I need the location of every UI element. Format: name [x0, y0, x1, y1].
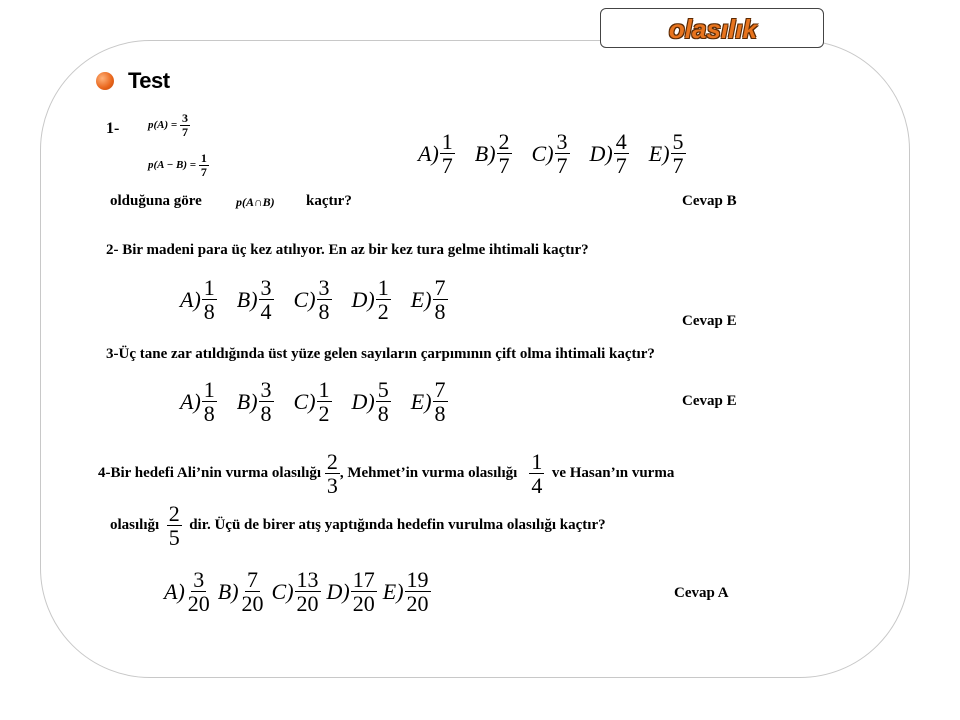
q1-text-before: olduğuna göre	[110, 193, 202, 209]
q1-given-1	[148, 112, 190, 138]
option-fraction	[317, 378, 332, 425]
option-label: C)	[293, 388, 316, 414]
q1-given-2	[148, 152, 209, 178]
option-label: C)	[271, 578, 294, 604]
q4-part-3: ve Hasan’ın vurma	[551, 465, 675, 482]
fraction-numerator: 19	[406, 567, 429, 592]
fraction-denominator: 20	[406, 591, 429, 617]
option-fraction	[351, 568, 377, 615]
fraction-numerator: 7	[247, 567, 259, 592]
fraction-numerator: 13	[296, 567, 319, 592]
fraction-denominator: 7	[200, 164, 207, 179]
option-label: E)	[410, 388, 432, 414]
q4-fraction-3	[167, 502, 182, 549]
option-label: D)	[351, 286, 375, 312]
q1-expression: p(A∩B)	[236, 195, 275, 209]
option-label: A)	[180, 286, 201, 312]
q4-answer: Cevap A	[674, 585, 729, 601]
answer-option	[237, 276, 274, 323]
option-fraction	[376, 276, 391, 323]
answer-option	[383, 568, 431, 615]
fraction-numerator: 3	[193, 567, 205, 592]
fraction-denominator: 8	[434, 401, 446, 427]
fraction-denominator: 8	[318, 299, 330, 325]
fraction-denominator: 7	[615, 153, 627, 179]
fraction-numerator: 1	[200, 151, 207, 165]
answer-option	[237, 378, 274, 425]
fraction-numerator: 1	[377, 275, 389, 300]
option-fraction	[186, 568, 212, 615]
option-label: E)	[648, 140, 670, 166]
option-label: A)	[164, 578, 185, 604]
fraction-denominator: 7	[556, 153, 568, 179]
fraction-denominator: 3	[326, 473, 338, 499]
fraction-numerator: 3	[260, 275, 272, 300]
option-label: E)	[410, 286, 432, 312]
option-label: C)	[531, 140, 554, 166]
answer-option	[418, 130, 455, 177]
option-fraction	[614, 130, 629, 177]
option-label: B)	[474, 140, 496, 166]
fraction-denominator: 8	[260, 401, 272, 427]
answer-option	[532, 130, 570, 177]
option-fraction	[405, 568, 431, 615]
fraction-denominator: 7	[441, 153, 453, 179]
fraction-denominator: 2	[318, 401, 330, 427]
bullet-icon	[96, 72, 114, 90]
fraction-denominator: 8	[377, 401, 389, 427]
q1-given-1-fraction	[180, 112, 190, 138]
fraction-numerator: 2	[168, 501, 180, 526]
q4-fraction-2	[529, 450, 544, 497]
option-label: B)	[236, 388, 258, 414]
logo-banner	[600, 8, 824, 48]
option-label: D)	[589, 140, 613, 166]
q4-fraction-1	[325, 450, 340, 497]
fraction-numerator: 1	[203, 377, 215, 402]
q4-line-1	[98, 450, 674, 497]
logo-text: olasılık	[668, 14, 758, 44]
q2-options	[180, 276, 448, 323]
fraction-numerator: 17	[352, 567, 375, 592]
answer-option	[649, 130, 686, 177]
fraction-denominator: 20	[241, 591, 264, 617]
fraction-denominator: 7	[672, 153, 684, 179]
option-label: B)	[217, 578, 239, 604]
fraction-denominator: 20	[352, 591, 375, 617]
q2-answer: Cevap E	[682, 313, 737, 329]
fraction-denominator: 8	[434, 299, 446, 325]
q1-given-1-lhs: p(A) =	[148, 119, 178, 132]
option-fraction	[317, 276, 332, 323]
option-fraction	[240, 568, 266, 615]
fraction-numerator: 1	[203, 275, 215, 300]
fraction-numerator: 5	[377, 377, 389, 402]
answer-option	[272, 568, 321, 615]
fraction-numerator: 3	[181, 111, 188, 125]
fraction-numerator: 3	[318, 275, 330, 300]
q4-part-1: 4-Bir hedefi Ali’nin vurma olasılığı	[98, 465, 322, 482]
fraction-numerator: 7	[434, 377, 446, 402]
option-fraction	[555, 130, 570, 177]
fraction-numerator: 2	[498, 129, 510, 154]
answer-option	[327, 568, 377, 615]
answer-option	[590, 130, 629, 177]
answer-option	[352, 276, 391, 323]
fraction-denominator: 5	[168, 525, 180, 551]
option-label: A)	[180, 388, 201, 414]
option-label: B)	[236, 286, 258, 312]
q4-part-2: , Mehmet’in vurma olasılığı	[339, 465, 518, 482]
option-fraction	[202, 378, 217, 425]
answer-option	[294, 276, 332, 323]
fraction-numerator: 1	[318, 377, 330, 402]
q1-number: 1-	[106, 120, 120, 137]
q1-given-2-lhs: p(A − B) =	[148, 159, 197, 172]
fraction-denominator: 7	[498, 153, 510, 179]
answer-option	[218, 568, 266, 615]
q2-text: 2- Bir madeni para üç kez atılıyor. En az bir kez tura gelme ihtimali kaçtır?	[106, 242, 589, 258]
fraction-numerator: 4	[615, 129, 627, 154]
option-fraction	[295, 568, 321, 615]
answer-option	[475, 130, 512, 177]
fraction-denominator: 8	[203, 299, 215, 325]
answer-option	[411, 378, 448, 425]
fraction-numerator: 3	[556, 129, 568, 154]
fraction-denominator: 2	[377, 299, 389, 325]
q3-answer: Cevap E	[682, 393, 737, 409]
q1-options	[418, 130, 686, 177]
answer-option	[294, 378, 332, 425]
fraction-denominator: 8	[203, 401, 215, 427]
fraction-denominator: 20	[296, 591, 319, 617]
fraction-denominator: 20	[187, 591, 210, 617]
q1-answer: Cevap B	[682, 193, 737, 209]
option-label: D)	[326, 578, 350, 604]
option-fraction	[433, 276, 448, 323]
option-fraction	[433, 378, 448, 425]
option-fraction	[671, 130, 686, 177]
fraction-denominator: 7	[181, 124, 188, 139]
option-fraction	[202, 276, 217, 323]
fraction-denominator: 4	[260, 299, 272, 325]
option-fraction	[259, 378, 274, 425]
fraction-numerator: 3	[260, 377, 272, 402]
option-fraction	[376, 378, 391, 425]
q1-text-after: kaçtır?	[306, 193, 352, 209]
answer-option	[164, 568, 212, 615]
q4-part-5: dir. Üçü de birer atış yaptığında hedefin vurulma olasılığı kaçtır?	[189, 517, 606, 534]
option-fraction	[259, 276, 274, 323]
q3-options	[180, 378, 448, 425]
option-label: A)	[418, 140, 439, 166]
q1-given-2-fraction	[199, 152, 209, 178]
answer-option	[180, 378, 217, 425]
fraction-numerator: 1	[531, 449, 543, 474]
page-title: Test	[128, 68, 170, 93]
fraction-denominator: 4	[531, 473, 543, 499]
fraction-numerator: 7	[434, 275, 446, 300]
q4-line-2	[110, 502, 606, 549]
option-fraction	[440, 130, 455, 177]
answer-option	[411, 276, 448, 323]
q3-text: 3-Üç tane zar atıldığında üst yüze gelen sayıların çarpımının çift olma ihtimali kaçtır?	[106, 346, 655, 362]
q4-part-4: olasılığı	[110, 517, 160, 534]
fraction-numerator: 5	[672, 129, 684, 154]
option-label: E)	[382, 578, 404, 604]
fraction-numerator: 2	[326, 449, 338, 474]
answer-option	[180, 276, 217, 323]
option-label: C)	[293, 286, 316, 312]
option-label: D)	[351, 388, 375, 414]
option-fraction	[497, 130, 512, 177]
answer-option	[352, 378, 391, 425]
fraction-numerator: 1	[441, 129, 453, 154]
q4-options	[164, 568, 431, 615]
